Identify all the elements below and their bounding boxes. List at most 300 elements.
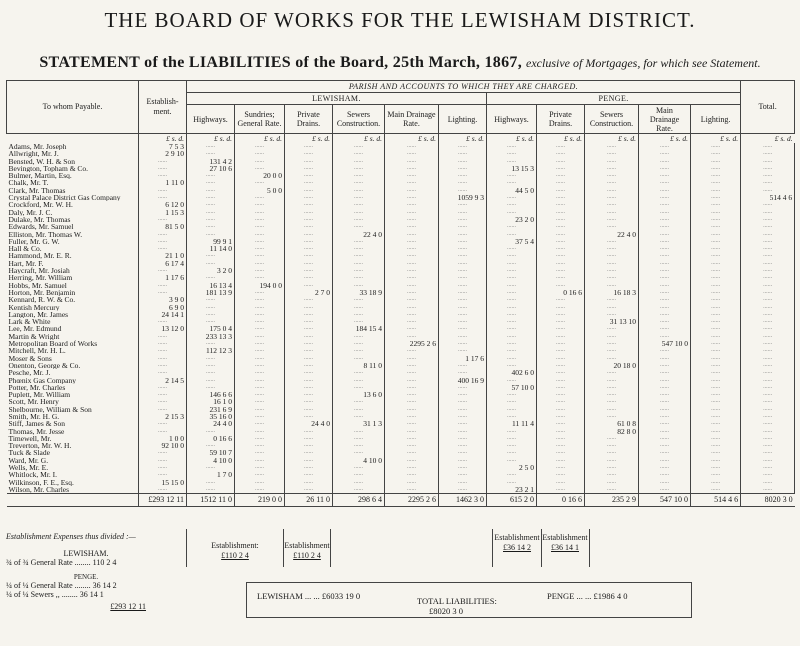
table-row: [7, 150, 795, 157]
empty-cell: ......: [285, 223, 333, 230]
empty-cell: ......: [235, 347, 285, 354]
empty-cell: ......: [333, 223, 385, 230]
amount-cell: 22 4 0: [333, 231, 385, 238]
empty-cell: ......: [691, 158, 741, 165]
empty-cell: ......: [585, 347, 639, 354]
empty-cell: ......: [487, 428, 537, 435]
empty-cell: ......: [385, 362, 439, 369]
empty-cell: ......: [537, 406, 585, 413]
empty-cell: ......: [187, 194, 235, 201]
footer-penge-total: PENGE ... ... £1986 4 0: [547, 591, 628, 601]
empty-cell: ......: [487, 260, 537, 267]
empty-cell: ......: [585, 471, 639, 478]
empty-cell: ......: [235, 384, 285, 391]
empty-cell: ......: [487, 398, 537, 405]
empty-cell: ......: [285, 449, 333, 456]
empty-cell: ......: [139, 216, 187, 223]
empty-cell: ......: [139, 267, 187, 274]
amount-cell: 7 5 3: [139, 143, 187, 150]
table-row: [7, 274, 795, 281]
empty-cell: ......: [139, 406, 187, 413]
empty-cell: ......: [639, 223, 691, 230]
empty-cell: ......: [333, 435, 385, 442]
empty-cell: ......: [537, 252, 585, 259]
empty-cell: ......: [187, 377, 235, 384]
empty-cell: ......: [639, 216, 691, 223]
empty-cell: ......: [537, 304, 585, 311]
empty-cell: ......: [235, 435, 285, 442]
empty-cell: ......: [639, 158, 691, 165]
document-subtitle: [0, 54, 800, 72]
amount-cell: 1 7 0: [187, 471, 235, 478]
empty-cell: ......: [639, 442, 691, 449]
empty-cell: ......: [333, 340, 385, 347]
payee-name: Horton, Mr. Benjamin: [8, 288, 76, 297]
payee-name: Bensted, W. H. & Son: [8, 157, 75, 165]
empty-cell: ......: [139, 391, 187, 398]
empty-cell: ......: [139, 187, 187, 194]
empty-cell: ......: [487, 150, 537, 157]
empty-cell: ......: [187, 223, 235, 230]
empty-cell: ......: [741, 442, 795, 449]
table-row: [7, 245, 795, 252]
empty-cell: ......: [487, 245, 537, 252]
empty-cell: ......: [187, 304, 235, 311]
empty-cell: ......: [333, 201, 385, 208]
empty-cell: ......: [333, 172, 385, 179]
empty-cell: ......: [691, 274, 741, 281]
empty-cell: ......: [537, 362, 585, 369]
empty-cell: ......: [333, 347, 385, 354]
amount-cell: 1059 9 3: [439, 194, 487, 201]
totals-summary-box: [246, 582, 692, 618]
amount-cell: 20 18 0: [585, 362, 639, 369]
empty-cell: ......: [741, 355, 795, 362]
units-label: £ s. d.: [585, 134, 639, 144]
empty-cell: ......: [333, 442, 385, 449]
empty-cell: ......: [537, 347, 585, 354]
empty-cell: ......: [385, 245, 439, 252]
empty-cell: ......: [285, 267, 333, 274]
empty-cell: ......: [385, 420, 439, 427]
amount-cell: 4 10 0: [187, 457, 235, 464]
empty-cell: ......: [235, 296, 285, 303]
empty-cell: ......: [639, 369, 691, 376]
empty-cell: ......: [741, 304, 795, 311]
amount-cell: 3 9 0: [139, 296, 187, 303]
empty-cell: ......: [537, 238, 585, 245]
amount-cell: 23 2 0: [487, 216, 537, 223]
empty-cell: ......: [639, 318, 691, 325]
units-label: £ s. d.: [285, 134, 333, 144]
empty-cell: ......: [487, 318, 537, 325]
empty-cell: ......: [333, 479, 385, 486]
empty-cell: ......: [487, 209, 537, 216]
empty-cell: ......: [585, 413, 639, 420]
empty-cell: ......: [691, 486, 741, 494]
payee-name: Shelbourne, William & Son: [8, 405, 92, 413]
empty-cell: ......: [187, 428, 235, 435]
empty-cell: ......: [385, 464, 439, 471]
empty-cell: ......: [235, 420, 285, 427]
empty-cell: ......: [691, 479, 741, 486]
empty-cell: ......: [639, 355, 691, 362]
payee-name: Wells, Mr. E.: [8, 464, 49, 472]
empty-cell: ......: [691, 282, 741, 289]
amount-cell: 61 0 8: [585, 420, 639, 427]
empty-cell: ......: [487, 158, 537, 165]
table-row: [7, 369, 795, 376]
empty-cell: ......: [439, 158, 487, 165]
estab-note-penge-line2: ¼ of ¼ Sewers ,, ........ 36 14 1: [6, 590, 104, 599]
empty-cell: ......: [691, 267, 741, 274]
establishment-expenses-note: [6, 532, 166, 611]
empty-cell: ......: [537, 391, 585, 398]
table-row: [7, 442, 795, 449]
empty-cell: ......: [385, 158, 439, 165]
total-cell: 8020 3 0: [741, 494, 795, 507]
empty-cell: ......: [439, 274, 487, 281]
table-row: [7, 384, 795, 391]
empty-cell: ......: [585, 209, 639, 216]
empty-cell: ......: [585, 384, 639, 391]
empty-cell: ......: [439, 406, 487, 413]
amount-cell: 22 4 0: [585, 231, 639, 238]
footer-total-liabilities-value: £8020 3 0: [429, 606, 463, 616]
empty-cell: ......: [285, 391, 333, 398]
empty-cell: ......: [639, 435, 691, 442]
empty-cell: ......: [537, 486, 585, 494]
empty-cell: ......: [139, 245, 187, 252]
empty-cell: ......: [585, 187, 639, 194]
empty-cell: ......: [741, 428, 795, 435]
empty-cell: ......: [691, 391, 741, 398]
empty-cell: ......: [333, 252, 385, 259]
estab-box-value: £110 2 4: [293, 551, 321, 560]
empty-cell: ......: [741, 289, 795, 296]
empty-cell: ......: [741, 252, 795, 259]
empty-cell: ......: [537, 340, 585, 347]
empty-cell: ......: [333, 150, 385, 157]
total-cell: 235 2 9: [585, 494, 639, 507]
empty-cell: ......: [639, 304, 691, 311]
empty-cell: ......: [235, 158, 285, 165]
empty-cell: ......: [741, 457, 795, 464]
empty-cell: ......: [235, 391, 285, 398]
table-row: [7, 449, 795, 456]
empty-cell: ......: [639, 325, 691, 332]
empty-cell: ......: [385, 384, 439, 391]
empty-cell: ......: [537, 274, 585, 281]
empty-cell: ......: [385, 165, 439, 172]
empty-cell: ......: [385, 311, 439, 318]
empty-cell: ......: [585, 143, 639, 150]
header-lewisham: LEWISHAM.: [187, 93, 487, 105]
payee-name: Martin & Wright: [8, 332, 60, 341]
payee-name: Onenton, George & Co.: [8, 361, 81, 370]
table-row: [7, 362, 795, 369]
amount-cell: 1 15 3: [139, 209, 187, 216]
table-row: [7, 347, 795, 354]
empty-cell: ......: [235, 304, 285, 311]
amount-cell: 131 4 2: [187, 158, 235, 165]
empty-cell: ......: [333, 311, 385, 318]
empty-cell: ......: [333, 318, 385, 325]
empty-cell: ......: [139, 420, 187, 427]
empty-cell: ......: [285, 172, 333, 179]
empty-cell: ......: [537, 172, 585, 179]
units-row: [7, 134, 795, 144]
empty-cell: ......: [139, 318, 187, 325]
payee-name: Fuller, Mr. G. W.: [8, 237, 60, 246]
total-cell: 26 11 0: [285, 494, 333, 507]
empty-cell: ......: [537, 165, 585, 172]
empty-cell: ......: [235, 471, 285, 478]
empty-cell: ......: [139, 486, 187, 494]
amount-cell: 1 0 0: [139, 435, 187, 442]
empty-cell: ......: [691, 457, 741, 464]
amount-cell: 0 16 6: [187, 435, 235, 442]
estab-box-penge-highways: [492, 529, 542, 567]
estab-box-label: Establishment: [284, 541, 330, 550]
amount-cell: 24 14 1: [139, 311, 187, 318]
empty-cell: ......: [235, 479, 285, 486]
empty-cell: ......: [639, 464, 691, 471]
empty-cell: ......: [537, 318, 585, 325]
empty-cell: ......: [691, 238, 741, 245]
empty-cell: ......: [741, 464, 795, 471]
empty-cell: ......: [333, 158, 385, 165]
empty-cell: ......: [439, 428, 487, 435]
empty-cell: ......: [285, 479, 333, 486]
empty-cell: ......: [537, 464, 585, 471]
payee-name: Elliston, Mr. Thomas W.: [8, 230, 83, 238]
payee-name: Lark & White: [8, 318, 51, 326]
payee-name: Hall & Co.: [8, 245, 42, 253]
empty-cell: ......: [537, 296, 585, 303]
payee-name: Hobbs, Mr. Samuel: [8, 281, 67, 289]
empty-cell: ......: [385, 406, 439, 413]
amount-cell: 194 0 0: [235, 282, 285, 289]
empty-cell: ......: [487, 289, 537, 296]
empty-cell: ......: [691, 252, 741, 259]
empty-cell: ......: [585, 398, 639, 405]
table-row: [7, 435, 795, 442]
empty-cell: ......: [439, 252, 487, 259]
amount-cell: 11 11 4: [487, 420, 537, 427]
footer-lewisham-total: LEWISHAM ... ... £6033 19 0: [257, 591, 361, 601]
empty-cell: ......: [235, 369, 285, 376]
empty-cell: ......: [439, 362, 487, 369]
empty-cell: ......: [639, 289, 691, 296]
total-cell: 2295 2 6: [385, 494, 439, 507]
empty-cell: ......: [537, 377, 585, 384]
empty-cell: ......: [639, 260, 691, 267]
empty-cell: ......: [385, 289, 439, 296]
empty-cell: ......: [285, 457, 333, 464]
table-row: [7, 231, 795, 238]
amount-cell: 112 12 3: [187, 347, 235, 354]
empty-cell: ......: [385, 296, 439, 303]
empty-cell: ......: [439, 318, 487, 325]
estab-note-lewisham: LEWISHAM.: [63, 549, 109, 558]
amount-cell: 5 0 0: [235, 187, 285, 194]
empty-cell: ......: [585, 311, 639, 318]
empty-cell: ......: [585, 238, 639, 245]
empty-cell: ......: [741, 340, 795, 347]
empty-cell: ......: [235, 457, 285, 464]
empty-cell: ......: [333, 267, 385, 274]
empty-cell: ......: [585, 296, 639, 303]
empty-cell: ......: [439, 267, 487, 274]
empty-cell: ......: [333, 464, 385, 471]
subtitle-main: STATEMENT of the LIABILITIES of the Board, 25th March, 1867,: [39, 54, 523, 71]
empty-cell: ......: [439, 231, 487, 238]
empty-cell: ......: [235, 231, 285, 238]
estab-box-label: Establishment:: [211, 541, 259, 550]
empty-cell: ......: [537, 479, 585, 486]
empty-cell: ......: [385, 369, 439, 376]
empty-cell: ......: [585, 267, 639, 274]
units-label: £ s. d.: [439, 134, 487, 144]
empty-cell: ......: [439, 282, 487, 289]
empty-cell: ......: [585, 245, 639, 252]
empty-cell: ......: [439, 245, 487, 252]
empty-cell: ......: [487, 274, 537, 281]
empty-cell: ......: [439, 201, 487, 208]
payee-name: Timewell, Mr.: [8, 434, 52, 443]
empty-cell: ......: [691, 187, 741, 194]
footer-total-liabilities-label: TOTAL LIABILITIES:: [417, 596, 497, 606]
empty-cell: ......: [187, 209, 235, 216]
empty-cell: ......: [585, 260, 639, 267]
payee-name: Adams, Mr. Joseph: [8, 143, 67, 151]
empty-cell: ......: [691, 304, 741, 311]
empty-cell: ......: [333, 377, 385, 384]
empty-cell: ......: [537, 245, 585, 252]
table-row: [7, 158, 795, 165]
amount-cell: 4 10 0: [333, 457, 385, 464]
empty-cell: ......: [537, 216, 585, 223]
empty-cell: ......: [385, 216, 439, 223]
empty-cell: ......: [333, 216, 385, 223]
empty-cell: ......: [385, 377, 439, 384]
units-label: £ s. d.: [741, 134, 795, 144]
empty-cell: ......: [585, 216, 639, 223]
empty-cell: ......: [187, 384, 235, 391]
payee-name: Whitlock, Mr. I.: [8, 471, 58, 479]
amount-cell: 2 5 0: [487, 464, 537, 471]
empty-cell: ......: [537, 187, 585, 194]
table-row: [7, 187, 795, 194]
empty-cell: ......: [691, 325, 741, 332]
empty-cell: ......: [439, 296, 487, 303]
table-row: [7, 296, 795, 303]
empty-cell: ......: [741, 471, 795, 478]
empty-cell: ......: [333, 406, 385, 413]
empty-cell: ......: [639, 377, 691, 384]
empty-cell: ......: [741, 201, 795, 208]
empty-cell: ......: [691, 333, 741, 340]
estab-note-lewisham-line: ¾ of ¾ General Rate ........ 110 2 4: [6, 558, 117, 567]
empty-cell: ......: [741, 179, 795, 186]
empty-cell: ......: [439, 486, 487, 494]
empty-cell: ......: [585, 355, 639, 362]
empty-cell: ......: [585, 406, 639, 413]
empty-cell: ......: [439, 209, 487, 216]
amount-cell: 35 16 0: [187, 413, 235, 420]
empty-cell: ......: [537, 282, 585, 289]
empty-cell: ......: [187, 311, 235, 318]
empty-cell: ......: [439, 413, 487, 420]
empty-cell: ......: [385, 252, 439, 259]
amount-cell: 24 4 0: [285, 420, 333, 427]
empty-cell: ......: [187, 355, 235, 362]
empty-cell: ......: [285, 311, 333, 318]
empty-cell: ......: [385, 318, 439, 325]
empty-cell: ......: [691, 231, 741, 238]
amount-cell: 231 6 9: [187, 406, 235, 413]
amount-cell: 16 13 4: [187, 282, 235, 289]
empty-cell: ......: [585, 340, 639, 347]
empty-cell: ......: [741, 325, 795, 332]
empty-cell: ......: [639, 457, 691, 464]
empty-cell: ......: [139, 231, 187, 238]
total-cell: 514 4 6: [691, 494, 741, 507]
total-cell: 615 2 0: [487, 494, 537, 507]
empty-cell: ......: [691, 150, 741, 157]
empty-cell: ......: [639, 428, 691, 435]
payee-name: Dulake, Mr. Thomas: [8, 215, 71, 224]
empty-cell: ......: [537, 413, 585, 420]
empty-cell: ......: [585, 150, 639, 157]
amount-cell: 15 15 0: [139, 479, 187, 486]
totals-row: [7, 494, 795, 507]
empty-cell: ......: [439, 333, 487, 340]
estab-box-value: £110 2 4: [221, 551, 249, 560]
empty-cell: ......: [741, 282, 795, 289]
empty-cell: ......: [585, 201, 639, 208]
empty-cell: ......: [585, 194, 639, 201]
empty-cell: ......: [639, 274, 691, 281]
empty-cell: ......: [585, 377, 639, 384]
empty-cell: ......: [187, 201, 235, 208]
empty-cell: ......: [285, 471, 333, 478]
empty-cell: ......: [639, 172, 691, 179]
amount-cell: 2 9 10: [139, 150, 187, 157]
amount-cell: 16 1 0: [187, 398, 235, 405]
amount-cell: 23 2 1: [487, 486, 537, 494]
header-lewisham-col-2: Private Drains.: [285, 105, 333, 134]
empty-cell: ......: [235, 355, 285, 362]
empty-cell: ......: [285, 398, 333, 405]
empty-cell: ......: [187, 172, 235, 179]
empty-cell: ......: [691, 245, 741, 252]
empty-cell: ......: [385, 442, 439, 449]
empty-cell: ......: [333, 260, 385, 267]
empty-cell: ......: [639, 406, 691, 413]
amount-cell: 92 10 0: [139, 442, 187, 449]
empty-cell: ......: [385, 398, 439, 405]
empty-cell: ......: [235, 449, 285, 456]
payee-name: Clark, Mr. Thomas: [8, 186, 66, 195]
empty-cell: ......: [235, 194, 285, 201]
empty-cell: ......: [691, 296, 741, 303]
empty-cell: ......: [285, 296, 333, 303]
table-row: [7, 428, 795, 435]
table-row: [7, 143, 795, 150]
empty-cell: ......: [285, 304, 333, 311]
